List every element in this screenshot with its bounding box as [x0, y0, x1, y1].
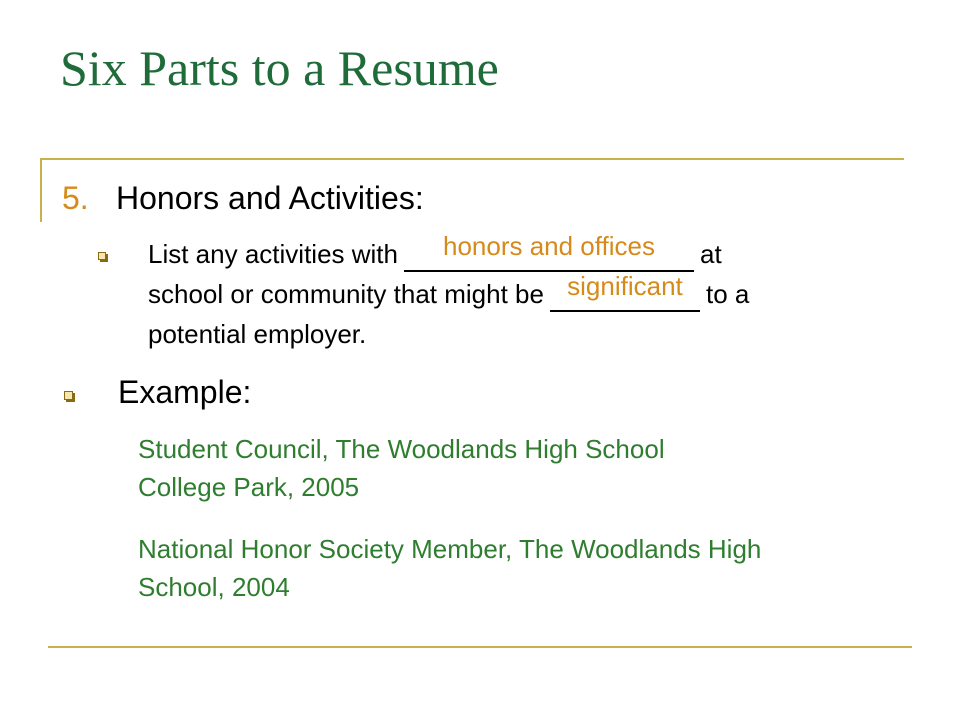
square-bullet-icon — [98, 252, 106, 260]
fill-in-answer-2: significant — [567, 271, 683, 301]
example-entry-line: College Park, 2005 — [138, 472, 360, 502]
example-entry-line: School, 2004 — [138, 572, 290, 602]
instruction-line-1-end: at — [699, 239, 722, 269]
instruction-text — [148, 231, 750, 354]
example-entry-line: Student Council, The Woodlands High School — [138, 434, 665, 464]
instruction-line-2-end: to a — [705, 279, 750, 309]
section-number: 5. — [62, 180, 89, 216]
section-heading — [62, 178, 424, 218]
instruction-line-2 — [148, 271, 750, 314]
square-bullet-icon — [64, 391, 73, 400]
example-entry — [138, 430, 665, 506]
slide-title: Six Parts to a Resume — [60, 40, 499, 96]
top-divider — [40, 158, 904, 160]
left-divider — [40, 158, 42, 222]
example-label: Example: — [118, 374, 252, 410]
instruction-line-3: potential employer. — [148, 319, 367, 349]
instruction-line-2-start: school or community that might be — [148, 279, 544, 309]
instruction-line-1 — [148, 231, 749, 274]
fill-in-blank-2 — [550, 271, 700, 312]
section-heading-text: Honors and Activities: — [116, 180, 424, 216]
fill-in-answer-1: honors and offices — [442, 231, 655, 261]
fill-in-blank-1 — [404, 231, 694, 272]
example-entry — [138, 530, 761, 606]
example-entry-line: National Honor Society Member, The Woodlands High — [138, 534, 762, 564]
bottom-divider — [48, 646, 912, 648]
instruction-line-1-start: List any activities with — [148, 239, 398, 269]
